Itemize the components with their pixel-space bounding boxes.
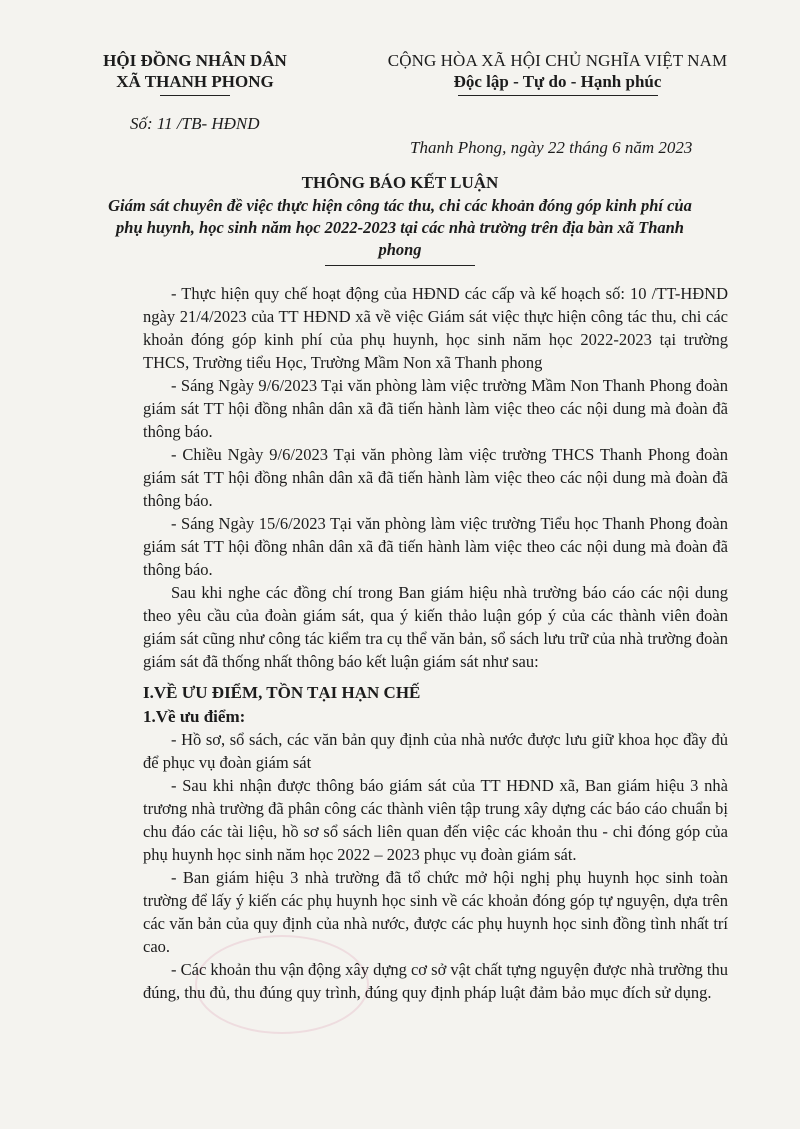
document-number: Số: 11 /TB- HĐND	[130, 114, 260, 133]
paragraph-parent-meeting: - Ban giám hiệu 3 nhà trường đã tổ chức mở hội nghị phụ huynh học sinh toàn trường để lấy ý kiến các phụ huynh học sinh về các khoản đóng góp tự nguyện, dựa trên các văn bản của quy định của nhà nước, được các phụ huynh học sinh đồng tình nhất trí cao.	[143, 868, 728, 956]
section-heading-1: I.VỀ ƯU ĐIỂM, TỒN TẠI HẠN CHẾ	[143, 683, 421, 702]
paragraph-basis: - Thực hiện quy chế hoạt động của HĐND các cấp và kế hoạch số: 10 /TT-HĐND ngày 21/4/2023 của TT HĐND xã về việc Giám sát việc thực hiện công tác thu, chi các khoản đóng góp kinh phí của phụ huynh, học sinh năm học 2022-2023 tại trường THCS, Trường tiểu Học, Trường Mầm Non xã Thanh phong	[143, 284, 728, 372]
paragraph-collections: - Các khoản thu vận động xây dựng cơ sở vật chất tựng nguyện được nhà trường thu đúng, thu đủ, thu đúng quy trình, đúng quy định pháp luật đảm bảo mục đích sử dụng.	[143, 960, 728, 1002]
paragraph-primary-visit: - Sáng Ngày 15/6/2023 Tại văn phòng làm việc trường Tiểu học Thanh Phong đoàn giám sát TT hội đồng nhân dân xã đã tiến hành làm việc theo các nội dung mà đoàn đã thông báo.	[143, 514, 728, 579]
motto-underline	[458, 95, 658, 96]
org-name-line2: XÃ THANH PHONG	[116, 72, 274, 91]
paragraph-conclusion-intro: Sau khi nghe các đồng chí trong Ban giám hiệu nhà trường báo cáo các nội dung theo yêu cầu của đoàn giám sát, qua ý kiến thảo luận góp ý của các thành viên đoàn giám sát cũng như công tác kiểm tra cụ thể văn bản, sổ sách lưu trữ của nhà trường đoàn giám sát đã thống nhất thông báo kết luận giám sát như sau:	[143, 583, 728, 671]
paragraph-preparation: - Sau khi nhận được thông báo giám sát của TT HĐND xã, Ban giám hiệu 3 nhà trương nhà trường đã phân công các thành viên tập trung xây dựng các báo cáo chuẩn bị chu đáo các tài liệu, hồ sơ sổ sách liên quan đến việc các khoản thu - chi đóng góp của phụ huynh học sinh năm học 2022 – 2023 phục vụ đoàn giám sát.	[143, 776, 728, 864]
org-name-line1: HỘI ĐỒNG NHÂN DÂN	[103, 51, 287, 70]
subsection-heading-1: 1.Về ưu điểm:	[143, 707, 246, 726]
org-underline	[160, 95, 230, 96]
issuing-authority	[95, 50, 295, 134]
faint-stamp-mark	[195, 935, 369, 1034]
paragraph-records: - Hồ sơ, sổ sách, các văn bản quy định của nhà nước được lưu giữ khoa học đầy đủ để phục vụ đoàn giám sát	[143, 730, 728, 772]
place-and-date: Thanh Phong, ngày 22 tháng 6 năm 2023	[410, 138, 693, 157]
document-subtitle: Giám sát chuyên đề việc thực hiện công tác thu, chi các khoản đóng góp kinh phí của phụ huynh, học sinh năm học 2022-2023 tại các nhà trường trên địa bàn xã Thanh phong	[108, 196, 692, 259]
title-block	[100, 172, 700, 266]
national-header	[360, 50, 755, 96]
document-title: THÔNG BÁO KẾT LUẬN	[301, 173, 499, 192]
paragraph-kindergarten-visit: - Sáng Ngày 9/6/2023 Tại văn phòng làm việc trường Mầm Non Thanh Phong đoàn giám sát TT hội đồng nhân dân xã đã tiến hành làm việc theo các nội dung mà đoàn đã thông báo.	[143, 376, 728, 441]
paragraph-secondary-visit: - Chiều Ngày 9/6/2023 Tại văn phòng làm việc trường THCS Thanh Phong đoàn giám sát TT hội đồng nhân dân xã đã tiến hành làm việc theo các nội dung mà đoàn đã thông báo.	[143, 445, 728, 510]
title-underline	[325, 265, 475, 266]
national-title: CỘNG HÒA XÃ HỘI CHỦ NGHĨA VIỆT NAM	[387, 51, 728, 70]
document-body	[143, 282, 728, 1004]
national-motto: Độc lập - Tự do - Hạnh phúc	[453, 72, 662, 91]
